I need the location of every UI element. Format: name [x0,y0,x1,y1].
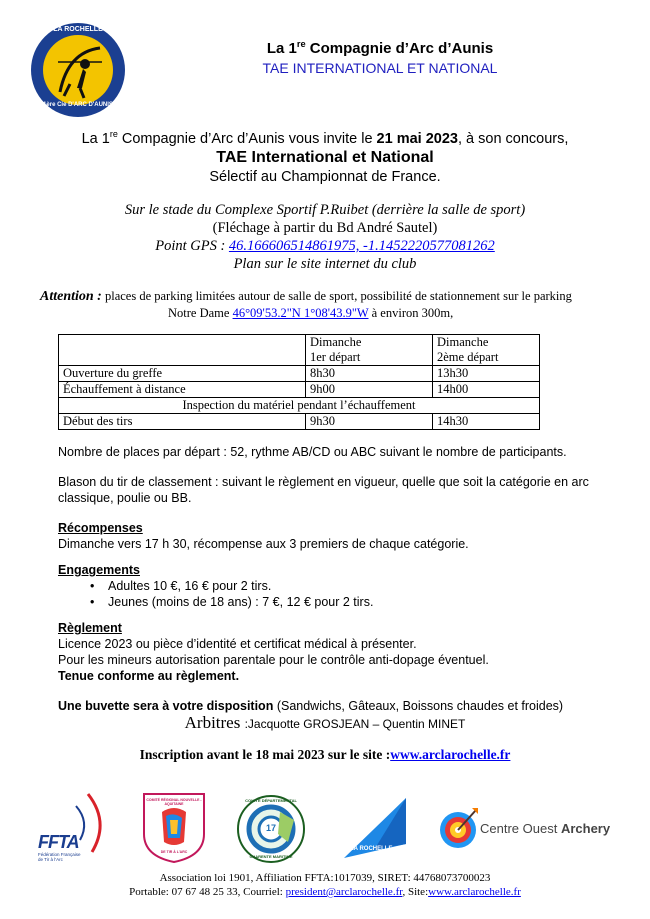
footer-line2-mid: , Site: [402,886,429,898]
reglement-line2: Pour les mineurs autorisation parentale pour le contrôle anti-dopage éventuel. [58,653,489,667]
engagements-list [80,578,618,610]
parking-coords-link[interactable]: 46°09'53.2"N 1°08'43.9"W [232,306,369,320]
crna-logo [140,790,208,864]
row-d1: 9h00 [306,382,433,398]
recompenses-text: Dimanche vers 17 h 30, récompense aux 3 premiers de chaque catégorie. [58,537,469,551]
invite-mid: Compagnie d’Arc d’Aunis vous invite le [117,131,377,147]
arbitres-line [0,713,650,733]
inspection-cell: Inspection du matériel pendant l’échauffement [59,398,540,414]
ffta-logo [38,792,108,864]
reglement-title: Règlement [58,621,122,635]
header-title [200,40,560,57]
target-icon [438,806,482,850]
row-label: Ouverture du greffe [59,366,306,382]
table-row [59,414,540,430]
ffta-sub2: de Tir à l'Arc [38,857,63,862]
invite-date: 21 mai 2023 [376,131,458,147]
logo-top-text: LA ROCHELLE [53,26,103,33]
row-d2: 14h30 [433,414,540,430]
larochelle-text: LA ROCHELLE [350,846,393,852]
reglement-line3: Tenue conforme au règlement. [58,669,240,683]
table-row [59,382,540,398]
invite-sup: re [109,129,118,140]
table-row [59,366,540,382]
list-item: • Adultes 10 €, 16 € pour 2 tirs. [80,578,618,594]
ffta-text: FFTA [38,832,79,852]
recompenses-title: Récompenses [58,521,143,535]
crna-bottom-text: DE TIR À L'ARC [160,850,188,854]
header-title-sup: re [296,39,306,49]
coa-text [480,821,610,836]
venue-line4: Plan sur le site internet du club [233,256,417,272]
row-d1: 8h30 [306,366,433,382]
reglement-line1: Licence 2023 ou pièce d’identité et certificat médical à présenter. [58,637,417,651]
attention-line2 [40,305,630,321]
header-subtitle: TAE INTERNATIONAL ET NATIONAL [262,60,498,76]
larochelle-logo [344,798,406,858]
table-header-row [59,335,540,366]
row-d2: 14h00 [433,382,540,398]
places-text: Nombre de places par départ : 52, rythme AB/CD ou ABC suivant le nombre de participants. [58,445,567,459]
invite-post: , à son concours, [457,131,569,147]
row-d2: 13h30 [433,366,540,382]
footer-email-link[interactable]: president@arclarochelle.fr [285,886,403,898]
coa-bold: Archery [560,821,611,836]
row-label: Échauffement à distance [59,382,306,398]
col1-line2: 1er départ [310,350,361,364]
inscription-text: Inscription avant le 18 mai 2023 sur le site : [139,747,391,762]
footer-site-link[interactable]: www.arclarochelle.fr [428,886,521,898]
table-row-inspection [59,398,540,414]
header-title-pre: La 1 [266,40,297,57]
inscription-link[interactable]: www.arclarochelle.fr [390,747,511,762]
buvette-bold: Une buvette sera à votre disposition [58,699,274,713]
club-logo [30,22,126,118]
footer [0,871,650,899]
table-header-d2 [433,335,540,366]
buvette-line [58,698,618,714]
invite-line3: Sélectif au Championnat de France. [209,169,441,185]
body-text [58,444,618,714]
inscription-line [0,747,650,763]
table-header-d1 [306,335,433,366]
cd17-bottom-text: CHARENTE MARITIME [249,854,293,859]
crna-top-text: COMITÉ RÉGIONAL NOUVELLE - AQUITAINE [146,798,202,806]
arbitres-label: Arbitres [184,713,245,732]
blason-line2: classique, poulie ou BB. [58,491,192,505]
gps-link[interactable]: 46.166606514861975, -1.1452220577081262 [228,238,495,254]
cd17-logo [236,794,306,864]
gps-label: Point GPS : [155,238,229,254]
venue-line2: (Fléchage à partir du Bd André Sautel) [212,220,438,236]
row-label: Début des tirs [59,414,306,430]
col1-line1: Dimanche [310,335,362,349]
logo-bottom-text: 1ère Cie D'ARC D'AUNIS [43,102,113,108]
header-title-post: Compagnie d’Arc d’Aunis [305,40,494,57]
venue-gps [0,237,650,255]
attention-line1 [40,288,630,305]
table-header-empty [59,335,306,366]
schedule-table [58,334,540,430]
invite-line1 [0,131,650,147]
coa-logo [438,806,618,850]
attention-text2-post: à environ 300m, [368,306,454,320]
row-d1: 9h30 [306,414,433,430]
venue-line1: Sur le stade du Complexe Sportif P.Ruibet (derrière la salle de sport) [124,202,526,218]
col2-line1: Dimanche [437,335,489,349]
col2-line2: 2ème départ [437,350,499,364]
venue-block [0,201,650,273]
cd17-top-text: COMITÉ DÉPARTEMENTAL [245,798,297,803]
list-item: • Jeunes (moins de 18 ans) : 7 €, 12 € pour 2 tirs. [80,594,618,610]
arbitres-names: :Jacquotte GROSJEAN – Quentin MINET [244,717,466,731]
footer-line2 [0,885,650,899]
attention-text2-pre: Notre Dame [168,306,233,320]
cd17-num: 17 [265,823,276,833]
attention-label: Attention : [40,289,102,304]
coa-label: Centre Ouest [480,821,558,836]
footer-line2-pre: Portable: 07 67 48 25 33, Courriel: [129,886,286,898]
attention-block [40,288,630,321]
engagements-title: Engagements [58,563,140,577]
invite-pre: La 1 [81,131,110,147]
buvette-rest: (Sandwichs, Gâteaux, Boissons chaudes et froides) [273,699,564,713]
ffta-sub1: Fédération Française [38,852,81,857]
invite-title: TAE International et National [216,149,434,166]
attention-text1: places de parking limitées autour de salle de sport, possibilité de stationnement sur le parking [101,289,572,303]
blason-line1: Blason du tir de classement : suivant le règlement en vigueur, quelle que soit la catégorie en arc [58,475,589,489]
footer-line1: Association loi 1901, Affiliation FFTA:1017039, SIRET: 44768073700023 [159,872,491,884]
